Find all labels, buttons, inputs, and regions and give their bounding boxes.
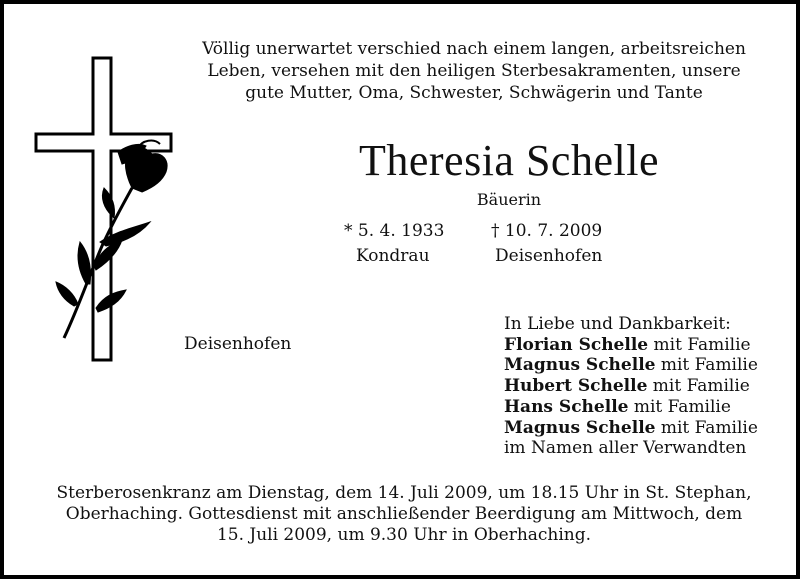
intro-text <box>164 38 784 104</box>
cross-icon <box>36 58 171 360</box>
family-heading: In Liebe und Dankbarkeit: <box>504 314 731 334</box>
birth-date: * 5. 4. 1933 <box>344 221 445 241</box>
deceased-name: Theresia Schelle <box>359 136 659 185</box>
family-member-name: Hubert Schelle <box>504 376 648 397</box>
obituary-card <box>4 4 796 575</box>
service-line: 15. Juli 2009, um 9.30 Uhr in Oberhaching. <box>216 525 592 545</box>
family-closing: im Namen aller Verwandten <box>504 438 747 459</box>
family-member <box>504 397 758 418</box>
cross-with-rose-illustration <box>34 56 174 362</box>
death-place: Deisenhofen <box>495 246 603 266</box>
family-member-name: Hans Schelle <box>504 396 629 417</box>
family-member-suffix: mit Familie <box>655 417 758 438</box>
family-member <box>504 335 758 356</box>
family-block <box>504 314 758 459</box>
service-details <box>32 483 776 546</box>
deceased-occupation: Bäuerin <box>476 190 542 209</box>
family-member-suffix: mit Familie <box>648 334 751 355</box>
death-date: † 10. 7. 2009 <box>491 221 603 241</box>
family-member-suffix: mit Familie <box>628 396 731 417</box>
family-member-name: Florian Schelle <box>504 334 649 355</box>
family-member <box>504 355 758 376</box>
intro-line: Völlig unerwartet verschied nach einem langen, arbeitsreichen <box>202 39 746 59</box>
family-member <box>504 376 758 397</box>
family-member-suffix: mit Familie <box>655 355 758 376</box>
family-member-name: Magnus Schelle <box>504 417 656 438</box>
family-member-suffix: mit Familie <box>647 376 750 397</box>
service-line: Sterberosenkranz am Dienstag, dem 14. Juli 2009, um 18.15 Uhr in St. Stephan, <box>56 483 752 503</box>
intro-line: gute Mutter, Oma, Schwester, Schwägerin und Tante <box>245 83 703 103</box>
birth-place: Kondrau <box>356 246 430 266</box>
service-line: Oberhaching. Gottesdienst mit anschließender Beerdigung am Mittwoch, dem <box>65 504 743 524</box>
location-text: Deisenhofen <box>184 334 292 354</box>
family-member <box>504 418 758 439</box>
family-member-name: Magnus Schelle <box>504 355 656 376</box>
intro-line: Leben, versehen mit den heiligen Sterbesakramenten, unsere <box>207 61 741 81</box>
